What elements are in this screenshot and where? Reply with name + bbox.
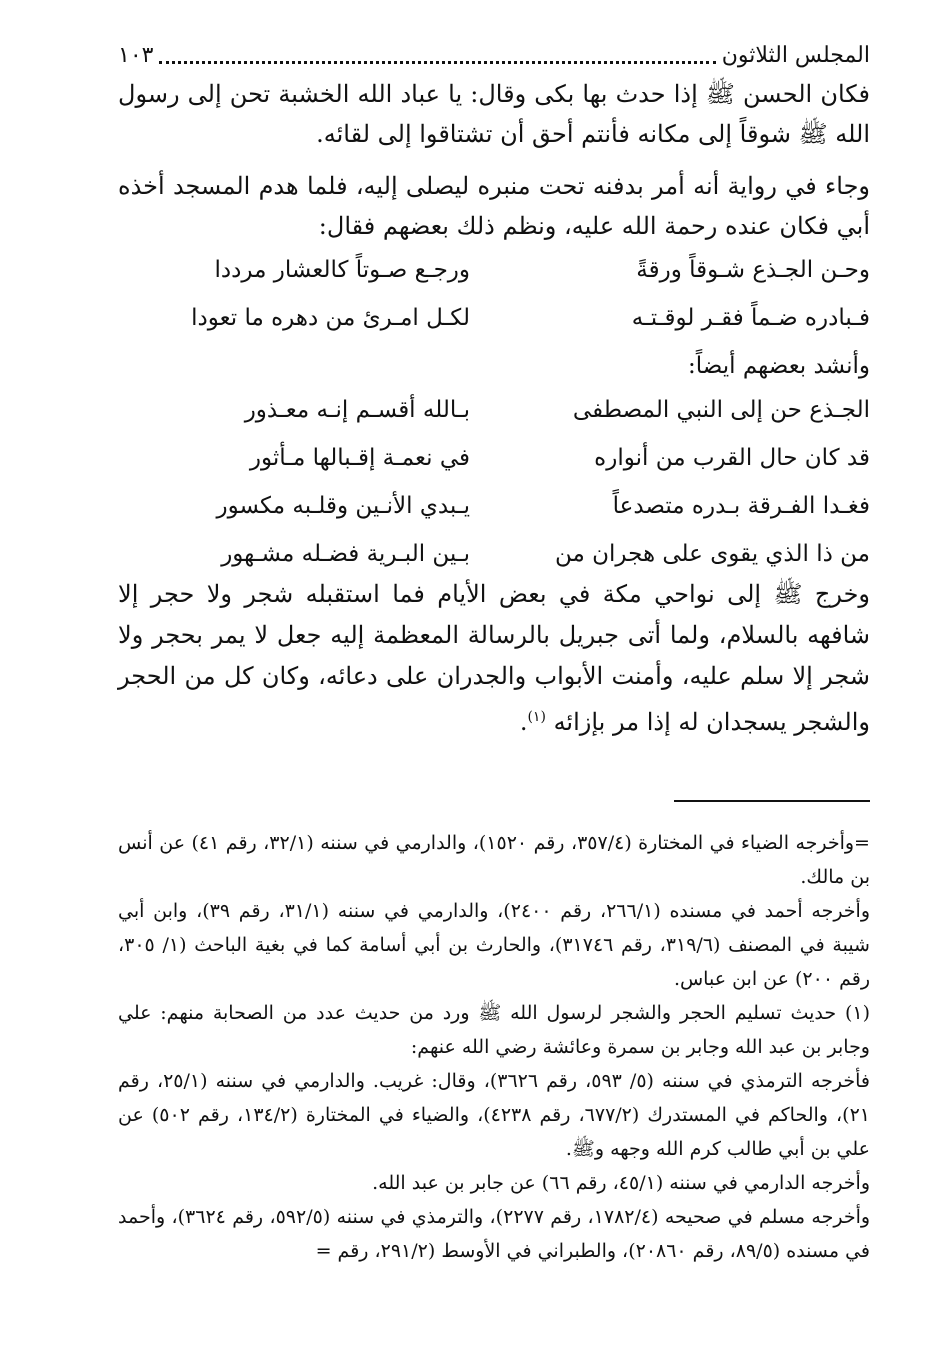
poem2-verse (118, 434, 870, 482)
footnote: =وأخرجه الضياء في المختارة (٣٥٧/٤، رقم ١٥٢٠)، والدارمي في سننه (٣٢/١، رقم ٤١) عن أنس بن مالك. (118, 832, 870, 888)
verse-second-hemistich: بـالله أقسـم إنـه معـذور (244, 397, 470, 423)
footnote: وأخرجه أحمد في مسنده (٢٦٦/١، رقم ٢٤٠٠)، والدارمي في سننه (٣١/١، رقم ٣٩)، وابن أبي شيبة في المصنف (٣١٩/٦، رقم ٣١٧٤٦)، والحارث بن أبي أسامة كما في بغية الباحث (١/ ٣٠٥، رقم ٢٠٠) عن ابن عباس. (118, 900, 871, 990)
footnote-reference: (١) (527, 709, 546, 725)
footnote: فأخرجه الترمذي في سننه (٥/ ٥٩٣، رقم ٣٦٢٦)، وقال: غريب. والدارمي في سننه (٢٥/١، رقم ٢١)، والحاكم في المستدرك (٦٧٧/٢، رقم ٤٢٣٨)، والضياء في المختارة (١٣٤/٢، رقم ٥٠٢) عن علي بن أبي طالب كرم الله وجهه وﷺ. (118, 1070, 871, 1160)
verse-second-hemistich: يـبدي الأنـين وقلـبه مكسور (216, 493, 470, 519)
poem2-verse (118, 530, 870, 578)
verse-first-hemistich: الجـذع حن إلى النبي المصطفى (572, 397, 870, 423)
poem1-verse (118, 246, 870, 294)
verse-second-hemistich: لكـل امـرئ من دهره ما تعودا (191, 305, 470, 331)
verse-first-hemistich: قد كان حال القرب من أنواره (594, 445, 870, 471)
poem2-verse (118, 386, 870, 434)
poem1-verse (118, 294, 870, 342)
verse-first-hemistich: فغـدا الفـرقة بـدره متصدعاً (612, 493, 870, 519)
paragraph-3 (118, 574, 870, 743)
verse-first-hemistich: من ذا الذي يقوى على هجران من (554, 541, 870, 567)
paragraph-3-text: وخرج ﷺ إلى نواحي مكة في بعض الأيام فما استقبله شجر ولا حجر إلا شافهه بالسلام، ولما أتى جبريل بالرسالة المعظمة إليه جعل لا يمر بحجر ولا شجر إلا سلم عليه، وأمنت الأبواب والجدران على دعائه، وكان كل من الحجر والشجر يسجدان له إذا مر بإزائه (118, 580, 871, 736)
header-dotted-leader (159, 47, 715, 64)
paragraph-2: وجاء في رواية أنه أمر بدفنه تحت منبره ليصلى إليه، فلما هدم المسجد أخذه أبي فكان عنده رحمة الله عليه، ونظم ذلك بعضهم فقال: (118, 172, 870, 240)
footnote: وأخرجه مسلم في صحيحه (١٧٨٢/٤، رقم ٢٢٧٧)، والترمذي في سننه (٥٩٢/٥، رقم ٣٦٢٤)، وأحمد في مسنده (٨٩/٥، رقم ٢٠٨٦٠)، والطبراني في الأوسط (٢٩١/٢، رقم = (118, 1206, 871, 1262)
verse-second-hemistich: في نعمـة إقـبالها مـأثور (249, 445, 470, 471)
footnote: (١) حديث تسليم الحجر والشجر لرسول الله ﷺ ورد من حديث عدد من الصحابة منهم: علي وجابر بن عبد الله وجابر بن سمرة وعائشة رضي الله عنهم: (118, 1002, 870, 1058)
footnote-separator (674, 800, 870, 802)
verse-first-hemistich: فـبادره ضـماً فقـر لوقـتـه (631, 305, 870, 331)
poem2-intro: وأنشد بعضهم أيضاً: (688, 353, 870, 379)
footnotes (118, 826, 870, 1268)
paragraph-1: فكان الحسن ﷺ إذا حدث بها بكى وقال: يا عباد الله الخشبة تحن إلى رسول الله ﷺ شوقاً إلى مكانه فأنتم أحق أن تشتاقوا إلى لقائه. (118, 80, 870, 148)
poem2-verse (118, 482, 870, 530)
verse-first-hemistich: وحـن الجـذع شـوقاً ورقةً (636, 257, 870, 283)
page-number: ١٠٣ (118, 42, 154, 68)
footnote: وأخرجه الدارمي في سننه (٤٥/١، رقم ٦٦) عن جابر بن عبد الله. (372, 1172, 870, 1194)
verse-second-hemistich: بـين البـرية فضـله مشـهور (221, 541, 470, 567)
paragraph-3-end: . (519, 708, 528, 736)
chapter-title: المجلس الثلاثون (721, 42, 870, 68)
verse-second-hemistich: ورجـع صـوتاً كالعشار مرددا (214, 257, 470, 283)
running-header (118, 38, 870, 72)
